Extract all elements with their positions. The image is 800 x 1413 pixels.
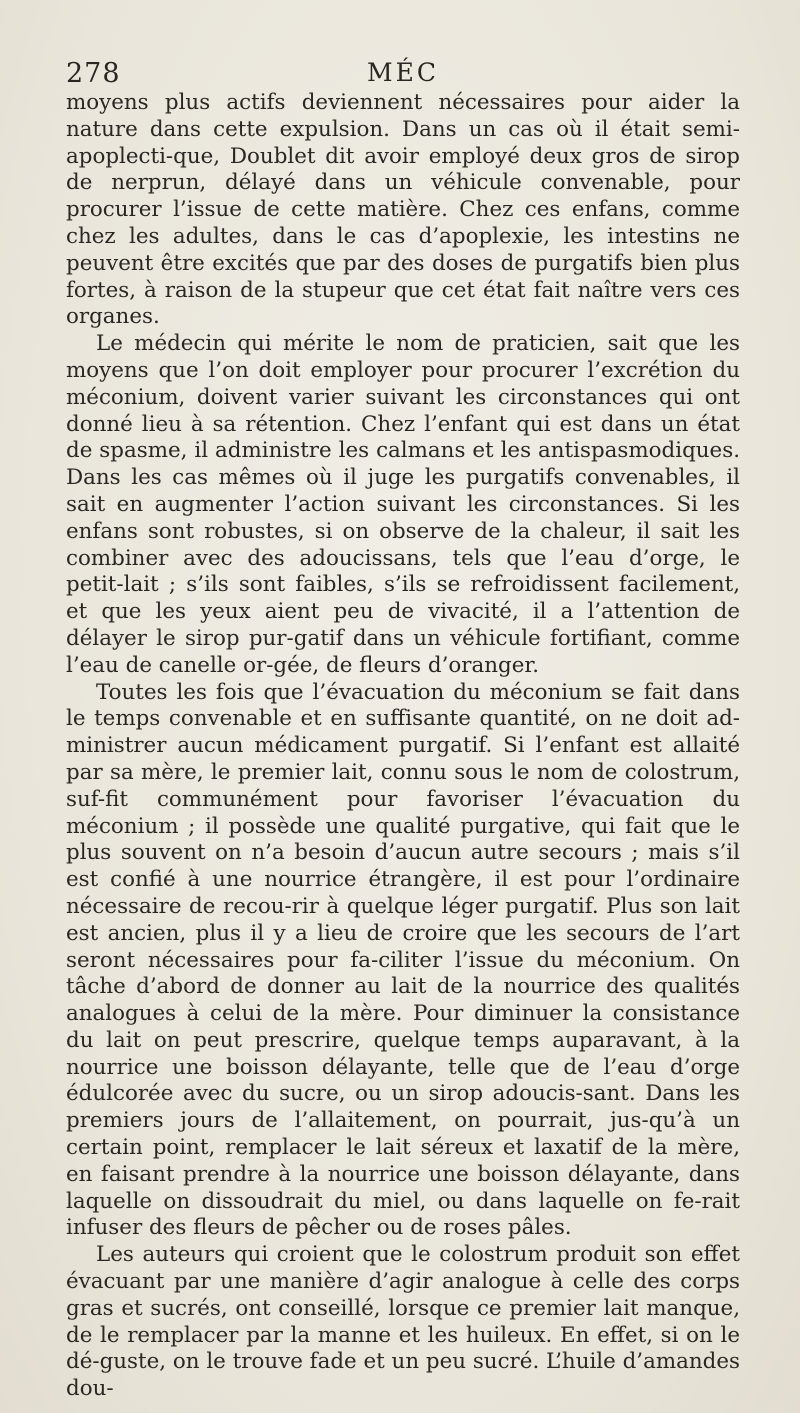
body-text xyxy=(66,90,740,1403)
paragraph: Toutes les fois que l’évacuation du méconium se fait dans le temps convenable et en suffisante quantité, on ne doit ad-ministrer aucun médicament purgatif. Si l’enfant est allaité par sa mère, le premier lait, connu sous le nom de colostrum, suf-fit communément pour favoriser l’évacuation du méconium ; il possède une qualité purgative, qui fait que le plus souvent on n’a besoin d’aucun autre secours ; mais s’il est confié à une nourrice étrangère, il est pour l’ordinaire nécessaire de recou-rir à quelque léger purgatif. Plus son lait est ancien, plus il y a lieu de croire que les secours de l’art seront nécessaires pour fa-ciliter l’issue du méconium. On tâche d’abord de donner au lait de la nourrice des qualités analogues à celui de la mère. Pour diminuer la consistance du lait on peut prescrire, quelque temps auparavant, à la nourrice une boisson délayante, telle que de l’eau d’orge édulcorée avec du sucre, ou un sirop adoucis-sant. Dans les premiers jours de l’allaitement, on pourrait, jus-qu’à un certain point, remplacer le lait séreux et laxatif de la mère, en faisant prendre à la nourrice une boisson délayante, dans laquelle on dissoudrait du miel, ou dans laquelle on fe-rait infuser des fleurs de pêcher ou de roses pâles. xyxy=(66,679,740,1241)
paragraph: Les auteurs qui croient que le colostrum produit son effet évacuant par une manière d’agir analogue à celle des corps gras et sucrés, ont conseillé, lorsque ce premier lait manque, de le remplacer par la manne et les huileux. En effet, si on le dé-guste, on le trouve fade et un peu sucré. L’huile d’amandes dou- xyxy=(66,1242,740,1402)
page-number: 278 xyxy=(66,58,121,89)
paragraph: Le médecin qui mérite le nom de praticien, sait que les moyens que l’on doit employer pour procurer l’excrétion du méconium, doivent varier suivant les circonstances qui ont donné lieu à sa rétention. Chez l’enfant qui est dans un état de spasme, il administre les calmans et les antispasmodiques. Dans les cas mêmes où il juge les purgatifs convenables, il sait en augmenter l’action suivant les circonstances. Si les enfans sont robustes, si on observe de la chaleur, il sait les combiner avec des adoucissans, tels que l’eau d’orge, le petit-lait ; s’ils sont faibles, s’ils se refroidissent facilement, et que les yeux aient peu de vivacité, il a l’attention de délayer le sirop pur-gatif dans un véhicule fortifiant, comme l’eau de canelle or-gée, de fleurs d’oranger. xyxy=(66,331,740,678)
running-head: MÉC xyxy=(367,58,439,87)
paragraph: moyens plus actifs deviennent nécessaires pour aider la nature dans cette expulsion. Dans un cas où il était semi-apoplecti-que, Doublet dit avoir employé deux gros de sirop de nerprun, délayé dans un véhicule convenable, pour procurer l’issue de cette matière. Chez ces enfans, comme chez les adultes, dans le cas d’apoplexie, les intestins ne peuvent être excités que par des doses de purgatifs bien plus fortes, à raison de la stupeur que cet état fait naître vers ces organes. xyxy=(66,90,740,330)
page-header xyxy=(66,52,740,92)
